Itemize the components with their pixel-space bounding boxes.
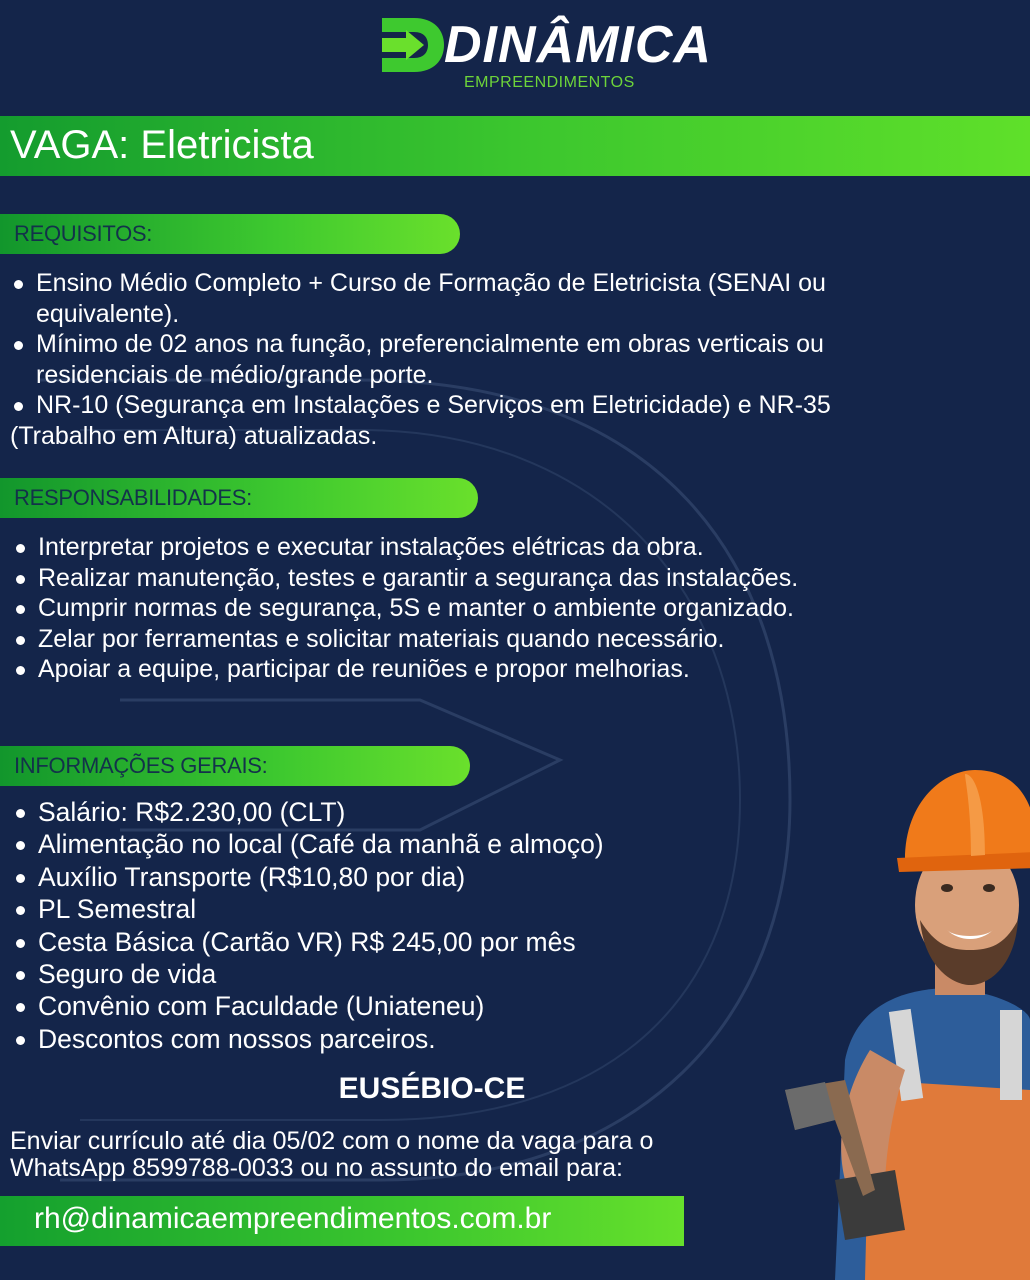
- city-label: EUSÉBIO-CE: [338, 1072, 526, 1105]
- requisitos-heading-pill: [0, 214, 460, 254]
- job-title: VAGA: Eletricista: [10, 123, 314, 167]
- list-item: Cumprir normas de segurança, 5S e manter o ambiente organizado.: [12, 593, 798, 624]
- list-item: NR-10 (Segurança em Instalações e Serviços em Eletricidade) e NR-35: [10, 390, 831, 421]
- instructions-line-1: Enviar currículo até dia 05/02 com o nome da vaga para o: [10, 1127, 654, 1155]
- list-item: Descontos com nossos parceiros.: [12, 1023, 604, 1055]
- list-item: Realizar manutenção, testes e garantir a segurança das instalações.: [12, 563, 798, 594]
- logo-arrow-icon: [378, 14, 448, 76]
- responsabilidades-heading-pill: [0, 478, 478, 518]
- requisitos-list: [10, 268, 831, 451]
- list-item-continuation: equivalente).: [36, 299, 180, 328]
- list-item: Salário: R$2.230,00 (CLT): [12, 796, 604, 828]
- informacoes-list: [12, 796, 604, 1055]
- application-instructions: [10, 1128, 800, 1182]
- list-item: Ensino Médio Completo + Curso de Formação de Eletricista (SENAI ou: [10, 268, 831, 299]
- email-link[interactable]: rh@dinamicaempreendimentos.com.br: [34, 1202, 552, 1235]
- list-item: Auxílio Transporte (R$10,80 por dia): [12, 861, 604, 893]
- logo-subtitle: EMPREENDIMENTOS: [464, 74, 635, 91]
- company-logo: [378, 8, 712, 98]
- electrician-worker-illustration: [775, 760, 1030, 1280]
- list-item: Seguro de vida: [12, 958, 604, 990]
- list-item: Alimentação no local (Café da manhã e almoço): [12, 828, 604, 860]
- list-item: Zelar por ferramentas e solicitar materiais quando necessário.: [12, 624, 798, 655]
- informacoes-heading: INFORMAÇÕES GERAIS:: [14, 753, 268, 778]
- responsabilidades-list: [12, 532, 798, 685]
- logo-name: DINÂMICA: [444, 16, 712, 74]
- requisitos-heading: REQUISITOS:: [14, 221, 153, 246]
- list-item: PL Semestral: [12, 893, 604, 925]
- informacoes-heading-pill: [0, 746, 470, 786]
- responsabilidades-heading: RESPONSABILIDADES:: [14, 485, 252, 510]
- list-item: Interpretar projetos e executar instalações elétricas da obra.: [12, 532, 798, 563]
- list-item-continuation: residenciais de médio/grande porte.: [36, 360, 434, 389]
- list-item: Convênio com Faculdade (Uniateneu): [12, 990, 604, 1022]
- list-item: Apoiar a equipe, participar de reuniões e propor melhorias.: [12, 654, 798, 685]
- list-item: Mínimo de 02 anos na função, preferencialmente em obras verticais ou: [10, 329, 831, 360]
- list-item: Cesta Básica (Cartão VR) R$ 245,00 por mês: [12, 926, 604, 958]
- instructions-line-2: WhatsApp 8599788-0033 ou no assunto do email para:: [10, 1154, 623, 1182]
- list-item-continuation: (Trabalho em Altura) atualizadas.: [10, 421, 378, 450]
